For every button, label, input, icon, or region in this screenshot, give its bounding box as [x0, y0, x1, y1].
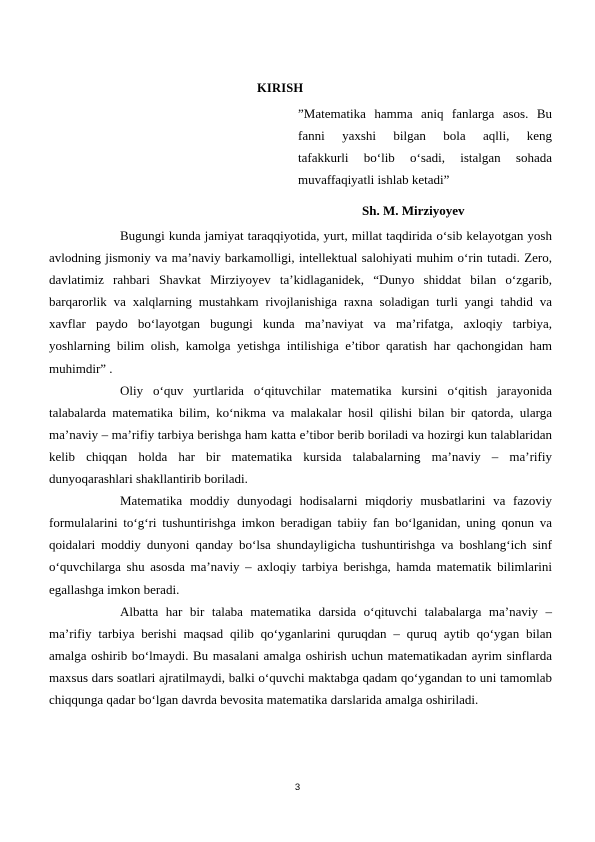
epigraph-line: ”Matematika hamma aniq fanlarga asos. Bu [298, 106, 552, 121]
epigraph-author: Sh. M. Mirziyoyev [362, 203, 465, 218]
page-number: 3 [294, 782, 301, 793]
body-text [49, 225, 552, 711]
paragraph: Matematika moddiy dunyodagi hodisalarni miqdoriy musbatlarini va fazoviy formulalarini to‘g‘ri tushuntirishga imkon beradigan tabiiy fan bo‘lganidan, uning qonun va qoidalari moddiy dunyoni qanday bo‘lsa shundayligicha tushuntirishga va boshlang‘ich sinf o‘quvchilarga shu asosda ma’naviy – axloqiy tarbiya berishga, hamda matematik bilimlarini egallashga imkon beradi. [49, 493, 552, 597]
epigraph-line: muvaffaqiyatli ishlab ketadi” [298, 172, 450, 187]
section-heading: KIRISH [257, 81, 304, 95]
paragraph: Albatta har bir talaba matematika darsida o‘qituvchi talabalarga ma’naviy – ma’rifiy tarbiya berishi maqsad qilib qo‘yganlarini quruqdan – quruq aytib qo‘ygan bilan amalga oshirib bo‘lmaydi. Bu masalani amalga oshirish uchun matematikadan ayrim sinflarda maxsus dars soatlari ajratilmaydi, balki o‘quvchi maktabga qadam qo‘ygandan to uni tamomlab chiqqunga qadar bo‘lgan davrda bevosita matematika darslarida amalga oshiriladi. [49, 603, 552, 707]
epigraph-line: fanni yaxshi bilgan bola aqlli, keng [298, 128, 552, 143]
epigraph-quote [298, 103, 552, 191]
paragraph: Bugungi kunda jamiyat taraqqiyotida, yurt, millat taqdirida o‘sib kelayotgan yosh avlodning jismoniy va ma’naviy barkamolligi, intellektual salohiyati muhim o‘rin tutadi. Zero, davlatimiz rahbari Shavkat Mirziyoyev ta’kidlaganidek, “Dunyo shiddat bilan o‘zgarib, barqarorlik va xalqlarning mustahkam rivojlanishiga raxna soladigan turli yangi tahdid va xavflar paydo bo‘layotgan bugungi kunda ma’naviyat va ma’rifatga, axloqiy tarbiya, yoshlarning bilim olish, kamolga yetishga intilishiga e’tibor qaratish har qachongidan ham muhimdir” . [49, 228, 552, 376]
epigraph-line: tafakkurli bo‘lib o‘sadi, istalgan sohada [298, 150, 552, 165]
paragraph: Oliy o‘quv yurtlarida o‘qituvchilar matematika kursini o‘qitish jarayonida talabalarda matematika bilim, ko‘nikma va malakalar hosil qilishi bilan bir qatorda, ularga ma’naviy – ma’rifiy tarbiya berishga ham katta e’tibor berib boriladi va hozirgi kun talablaridan kelib chiqqan holda har bir matematika kursida talabalarning ma’naviy – ma’rifiy dunyoqarashlari shakllantirib boriladi. [49, 382, 552, 487]
